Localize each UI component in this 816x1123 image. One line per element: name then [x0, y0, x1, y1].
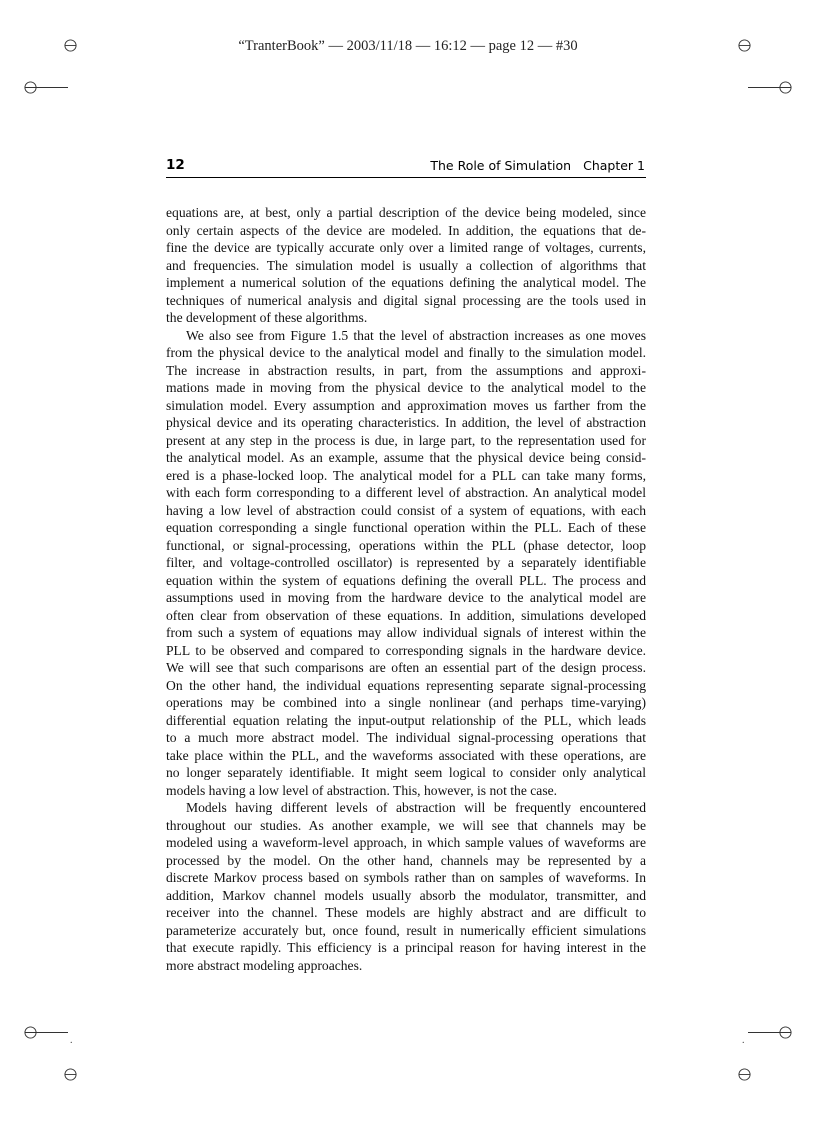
text-line: models having a low level of abstraction. This, however, is not the case.: [166, 782, 558, 798]
text-line: throughout our studies. As another example, we will see that channels may be: [166, 817, 646, 833]
page-number: 12: [166, 157, 185, 173]
crop-mark-icon: [64, 39, 77, 52]
text-line: We will see that such comparisons are often an essential part of the design process.: [166, 660, 646, 675]
text-line: more abstract modeling approaches.: [166, 957, 363, 973]
text-line: parameterize accurately but, once found, result in numerically efficient simulations: [166, 922, 646, 938]
text-line: equations are, at best, only a partial description of the device being modeled, since: [166, 205, 646, 220]
text-line: no longer separately identifiable. It might seem logical to consider only analytical: [166, 765, 646, 780]
text-line: assumptions used in moving from the hardware device to the analytical model are: [166, 590, 646, 605]
text-line: filter, and voltage-controlled oscillator) is represented by a separately identifiable: [166, 555, 646, 570]
text-line: Models having different levels of abstraction will be frequently encountered: [186, 800, 646, 815]
text-line: with each form corresponding to a different level of abstraction. An analytical model: [166, 485, 646, 500]
text-line: the development of these algorithms.: [166, 310, 368, 325]
text-line: only certain aspects of the device are modeled. In addition, the equations that de-: [166, 222, 646, 238]
text-line: fine the device are typically accurate only over a limited range of voltages, currents,: [166, 240, 646, 255]
registration-mark-icon: [746, 1026, 792, 1039]
footer-dot: .: [742, 1035, 745, 1046]
text-line: receiver into the channel. These models are highly abstract and are difficult to: [166, 905, 646, 920]
crop-mark-icon: [64, 1068, 77, 1081]
registration-mark-icon: [24, 81, 70, 94]
text-line: functional, or signal-processing, operations within the PLL (phase detector, loop: [166, 537, 646, 553]
text-line: having a low level of abstraction could consist of a system of equations, with each: [166, 502, 646, 518]
text-line: processed by the model. On the other hand, channels may be represented by a: [166, 852, 646, 868]
text-line: We also see from Figure 1.5 that the level of abstraction increases as one moves: [186, 327, 646, 343]
text-line: modeled using a waveform-level approach, in which sample values of waveforms are: [166, 835, 646, 850]
text-line: equation corresponding a single functional operation within the PLL. Each of these: [166, 520, 646, 535]
paragraph: [166, 327, 646, 800]
text-line: operations may be combined into a single nonlinear (and perhaps time-varying): [166, 695, 646, 710]
section-title: The Role of Simulation: [430, 158, 572, 173]
text-line: that execute rapidly. This efficiency is a principal reason for having interest in the: [166, 940, 646, 955]
text-line: physical device and its operating characteristics. In addition, the level of abstraction: [166, 415, 646, 430]
paragraph: [166, 799, 646, 974]
text-line: differential equation relating the input-output relationship of the PLL, which leads: [166, 712, 646, 728]
text-line: take place within the PLL, and the waveforms associated with these operations, are: [166, 747, 646, 763]
text-line: equation within the system of equations defining the overall PLL. The process and: [166, 572, 646, 588]
text-line: to a much more abstract model. The individual signal-processing operations that: [166, 730, 646, 745]
text-line: simulation model. Every assumption and approximation moves us farther from the: [166, 397, 646, 413]
text-line: discrete Markov process based on symbols rather than on samples of waveforms. In: [166, 870, 646, 885]
running-head: [166, 157, 646, 178]
text-line: addition, Markov channel models usually absorb the modulator, transmitter, and: [166, 887, 646, 903]
text-line: often clear from observation of these equations. In addition, simulations developed: [166, 607, 646, 623]
registration-mark-icon: [746, 81, 792, 94]
text-line: from such a system of equations may allow individual signals of interest within the: [166, 625, 646, 640]
text-line: mations made in moving from the physical device to the analytical model to the: [166, 380, 646, 395]
print-slug: “TranterBook” — 2003/11/18 — 16:12 — page 12 — #30: [238, 38, 578, 54]
text-line: the analytical model. As an example, assume that the physical device being consid-: [166, 450, 646, 465]
text-line: present at any step in the process is due, in large part, to the representation used for: [166, 432, 646, 448]
body-text: [166, 204, 646, 974]
text-line: ered is a phase-locked loop. The analytical model for a PLL can take many forms,: [166, 467, 646, 483]
chapter-info: [430, 158, 645, 173]
text-line: and frequencies. The simulation model is usually a collection of algorithms that: [166, 257, 646, 273]
chapter-label: Chapter 1: [583, 158, 645, 173]
text-line: implement a numerical solution of the equations defining the analytical model. The: [166, 275, 646, 290]
text-line: The increase in abstraction results, in part, from the assumptions and approxi-: [166, 362, 646, 378]
text-line: techniques of numerical analysis and digital signal processing are the tools used in: [166, 292, 646, 308]
registration-mark-icon: [24, 1026, 70, 1039]
crop-mark-icon: [738, 39, 751, 52]
text-line: On the other hand, the individual equations representing separate signal-processing: [166, 677, 646, 693]
paragraph: [166, 204, 646, 327]
text-line: from the physical device to the analytical model and finally to the simulation model.: [166, 345, 646, 360]
text-line: PLL to be observed and compared to corresponding signals in the hardware device.: [166, 642, 646, 658]
crop-mark-icon: [738, 1068, 751, 1081]
footer-dot: .: [70, 1035, 73, 1046]
